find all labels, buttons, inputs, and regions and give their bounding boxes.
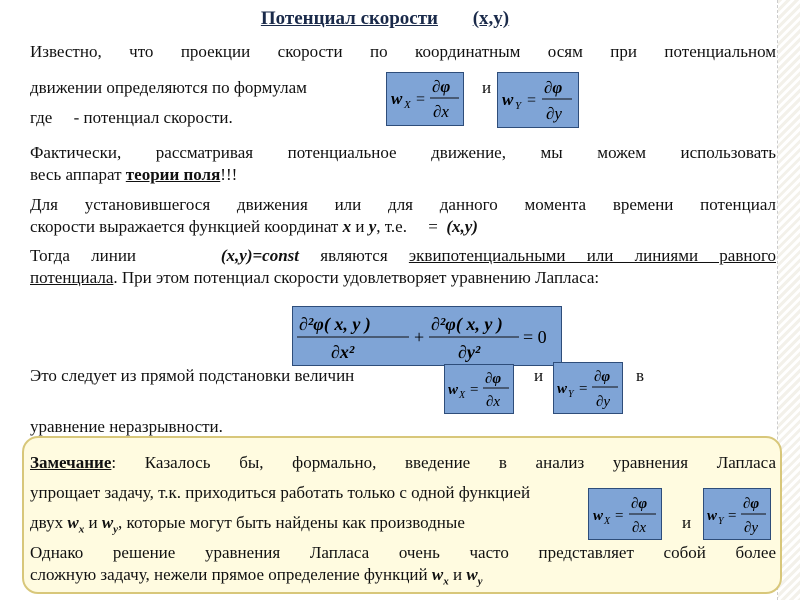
laplace-term1-num: ∂²φ( x, y ) bbox=[299, 314, 371, 334]
formula-wx-3-sub: X bbox=[604, 516, 611, 527]
para5-and: и bbox=[534, 366, 544, 385]
note-w2: w bbox=[101, 513, 114, 532]
formula-wy bbox=[497, 72, 579, 128]
para3-x: x bbox=[342, 217, 352, 236]
para4-line2 bbox=[30, 268, 599, 288]
note-w2-sub: y bbox=[113, 523, 119, 536]
formula-wy-svg bbox=[498, 73, 578, 127]
note-line1 bbox=[30, 453, 776, 473]
formula-wy-3-lhs: w bbox=[707, 508, 718, 524]
note-and: и bbox=[682, 513, 692, 532]
formula-wx-3-num: ∂φ bbox=[631, 496, 648, 512]
laplace-plus: + bbox=[414, 327, 425, 347]
formula-wx-2-svg bbox=[445, 365, 513, 413]
formula-wy-lhs: w bbox=[502, 90, 514, 109]
formula-wy-sub: Y bbox=[515, 100, 522, 112]
note-line3-pre: двух bbox=[30, 513, 68, 532]
laplace-term2-num: ∂²φ( x, y ) bbox=[431, 314, 503, 334]
title-text: Потенциал скорости bbox=[260, 8, 438, 29]
para4-const: (x,y)=const bbox=[220, 246, 300, 265]
formula-laplace bbox=[292, 306, 562, 366]
formula-wy-3-den: ∂y bbox=[744, 520, 759, 536]
formula-wx-den: ∂x bbox=[433, 102, 449, 121]
para5-line1: Это следует из прямой подстановки величин bbox=[30, 366, 355, 385]
para4-line1 bbox=[30, 246, 776, 266]
note-w1-sub: x bbox=[78, 523, 85, 536]
para5-line2: уравнение неразрывности. bbox=[30, 417, 223, 436]
formula-wx-2-lhs: w bbox=[448, 382, 459, 398]
formula-wx-3 bbox=[588, 488, 662, 540]
para3-y: y bbox=[368, 217, 377, 236]
para2-line1: Фактически, рассматривая потенциальное движение, мы можем использовать bbox=[30, 143, 776, 162]
formula-wy-den: ∂y bbox=[546, 104, 562, 123]
note-line1-post: : Казалось бы, формально, введение в анализ уравнения Лапласа bbox=[111, 453, 776, 472]
note-w1: w bbox=[67, 513, 79, 532]
para4-equipotential: эквипотенциальными или линиями равного bbox=[408, 246, 776, 265]
field-theory-link: теории поля bbox=[125, 165, 221, 184]
formula-wx-eq: = bbox=[416, 91, 426, 108]
formula-wy-2-lhs: w bbox=[557, 381, 568, 397]
para2-line2-pre: весь аппарат bbox=[30, 165, 126, 184]
note-line5-pre: сложную задачу, нежели прямое определение функций bbox=[30, 565, 432, 584]
formula-wx-3-den: ∂x bbox=[632, 520, 647, 536]
para2-line2 bbox=[30, 165, 237, 185]
note-label: Замечание bbox=[30, 453, 112, 472]
formula-wx-3-svg bbox=[589, 489, 661, 539]
note-w4: w bbox=[466, 565, 478, 584]
formula-wy-2-den: ∂y bbox=[596, 394, 611, 410]
formula-wy-3-eq: = bbox=[728, 508, 737, 524]
formula-wx-2-sub: X bbox=[459, 390, 466, 401]
para5-v: в bbox=[636, 366, 645, 385]
formula-wy-2-eq: = bbox=[579, 381, 588, 397]
note-line5 bbox=[30, 565, 483, 587]
para3-line2-pre: скорости выражается функцией координат bbox=[30, 217, 343, 236]
para2-line2-post: !!! bbox=[220, 165, 238, 184]
formula-wx bbox=[386, 72, 464, 126]
formula-wy-2-sub: Y bbox=[568, 389, 574, 400]
note-line4: Однако решение уравнения Лапласа очень часто представляет собой более bbox=[30, 543, 776, 562]
laplace-rhs: = 0 bbox=[523, 327, 547, 347]
formula-wy-3-sub: Y bbox=[718, 516, 724, 527]
formula-wx-2-eq: = bbox=[470, 382, 479, 398]
note-w3: w bbox=[431, 565, 444, 584]
note-line5-and: и bbox=[448, 565, 467, 584]
note-line3 bbox=[30, 513, 465, 535]
formula-wx-svg bbox=[387, 73, 463, 125]
formula-wx-lhs: w bbox=[391, 89, 403, 108]
para1-line2: движении определяются по формулам bbox=[30, 78, 307, 97]
formula-laplace-svg bbox=[293, 307, 561, 365]
para1-and: и bbox=[482, 78, 492, 97]
note-line2: упрощает задачу, т.к. приходиться работать только с одной функцией bbox=[30, 483, 531, 502]
formula-wx-2-num: ∂φ bbox=[485, 371, 502, 387]
formula-wy-3-svg bbox=[704, 489, 770, 539]
para4-line2-post: . При этом потенциал скорости удовлетворяет уравнению Лапласа: bbox=[113, 268, 600, 287]
para1-line3: где - потенциал скорости. bbox=[30, 108, 233, 127]
para1-line1: Известно, что проекции скорости по координатным осям при потенциальном bbox=[30, 42, 776, 61]
note-w3-sub: x bbox=[443, 575, 449, 588]
note-w4-sub: y bbox=[477, 575, 483, 588]
title-args: (x,y) bbox=[472, 8, 510, 29]
formula-wx-num: ∂φ bbox=[432, 77, 451, 96]
note-line3-post: , которые могут быть найдены как производные bbox=[118, 513, 465, 532]
para3-mid: и bbox=[351, 217, 369, 236]
formula-wy-2-num: ∂φ bbox=[594, 369, 611, 385]
formula-wx-3-eq: = bbox=[615, 508, 624, 524]
laplace-term2-den: ∂y² bbox=[458, 342, 481, 362]
slide-title bbox=[0, 8, 770, 30]
formula-wy-2-svg bbox=[554, 363, 622, 413]
para3-xy: (x,y) bbox=[446, 217, 478, 236]
formula-wy-eq: = bbox=[527, 92, 537, 109]
para4-potential: потенциала bbox=[30, 268, 114, 287]
formula-wy-num: ∂φ bbox=[544, 78, 563, 97]
formula-wy-3 bbox=[703, 488, 771, 540]
formula-wx-2 bbox=[444, 364, 514, 414]
para3-line2-post: , т.е. = bbox=[376, 217, 447, 236]
formula-wy-3-num: ∂φ bbox=[743, 496, 760, 512]
laplace-term1-den: ∂x² bbox=[331, 342, 355, 362]
formula-wy-2 bbox=[553, 362, 623, 414]
note-and-w: и bbox=[84, 513, 102, 532]
para4-line1-mid: являются bbox=[299, 246, 409, 265]
formula-wx-3-lhs: w bbox=[593, 508, 604, 524]
formula-wx-sub: X bbox=[404, 99, 411, 111]
formula-wx-2-den: ∂x bbox=[486, 394, 501, 410]
para4-line1-pre: Тогда линии bbox=[30, 246, 221, 265]
para3-line2 bbox=[30, 217, 478, 237]
para3-line1: Для установившегося движения или для данного момента времени потенциал bbox=[30, 195, 776, 214]
